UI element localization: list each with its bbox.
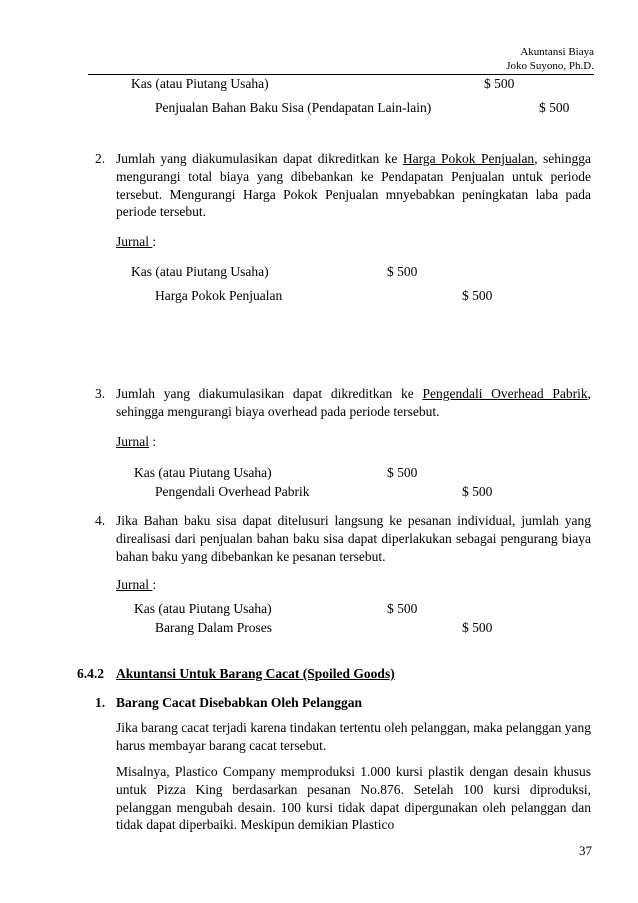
credit-account: Pengendali Overhead Pabrik [155, 484, 310, 499]
credit-amount: $ 500 [539, 100, 570, 115]
jurnal-colon: : [152, 234, 157, 249]
jurnal-label-text: Jurnal [116, 234, 153, 249]
header-title: Akuntansi Biaya [520, 46, 594, 58]
item-number: 2. [95, 151, 106, 166]
debit-account: Kas (atau Piutang Usaha) [134, 465, 272, 480]
section-title: Akuntansi Untuk Barang Cacat (Spoiled Goods) [116, 666, 395, 681]
item3-paragraph [116, 385, 591, 421]
credit-account: Harga Pokok Penjualan [155, 288, 283, 303]
item2-text-before: Jumlah yang diakumulasikan dapat dikreditkan ke [116, 151, 403, 166]
credit-amount: $ 500 [462, 620, 493, 635]
jurnal-colon: : [152, 577, 157, 592]
section-number: 6.4.2 [77, 666, 104, 681]
subsection-title: Barang Cacat Disebabkan Oleh Pelanggan [116, 695, 363, 710]
item3-account-link-2: Pabrik [552, 386, 588, 401]
running-header [506, 45, 594, 74]
item3-text-after: , sehingga mengurangi biaya overhead pada periode tersebut. [116, 386, 591, 419]
debit-amount: $ 500 [387, 465, 418, 480]
jurnal-label [116, 233, 156, 251]
item-number: 3. [95, 386, 106, 401]
debit-account: Kas (atau Piutang Usaha) [134, 601, 272, 616]
debit-amount: $ 500 [387, 601, 418, 616]
credit-amount: $ 500 [462, 288, 493, 303]
subsection-paragraph-1: Jika barang cacat terjadi karena tindakan tertentu oleh pelanggan, maka pelanggan yang harus membayar barang cacat tersebut. [116, 720, 591, 753]
header-author: Joko Suyono, Ph.D. [506, 60, 594, 73]
item4-paragraph: Jika Bahan baku sisa dapat ditelusuri langsung ke pesanan individual, jumlah yang direalisasi dari penjualan bahan baku sisa dapat diperlakukan sebagai pengurang biaya bahan baku yang dibebankan ke pesanan tersebut. [116, 513, 591, 564]
debit-account: Kas (atau Piutang Usaha) [131, 264, 269, 279]
debit-amount: $ 500 [387, 264, 418, 279]
item2-paragraph [116, 150, 591, 221]
item-number: 4. [95, 513, 106, 528]
item2-account-link: Harga Pokok Penjualan [402, 151, 535, 166]
item3-text-before: Jumlah yang diakumulasikan dapat dikreditkan ke [116, 386, 423, 401]
credit-account: Penjualan Bahan Baku Sisa (Pendapatan Lain-lain) [155, 100, 432, 115]
subsection-number: 1. [95, 695, 106, 710]
jurnal-label-text: Jurnal [116, 434, 149, 449]
debit-amount: $ 500 [484, 76, 515, 91]
debit-account: Kas (atau Piutang Usaha) [131, 76, 269, 91]
jurnal-label-text: Jurnal [116, 577, 153, 592]
item3-account-link-1: Pengendali Overhead [422, 386, 553, 401]
subsection-paragraph-2: Misalnya, Plastico Company memproduksi 1.000 kursi plastik dengan desain khusus untuk Pizza King berdasarkan pesanan No.876. Setelah 100 kursi diproduksi, pelanggan mengubah desain. 100 kursi tidak dapat dipergunakan oleh pelanggan dan tidak dapat diperbaiki. Meskipun demikian Plastico [116, 764, 591, 833]
credit-account: Barang Dalam Proses [155, 620, 272, 635]
jurnal-colon: : [149, 434, 157, 449]
item2-text-after: , sehingga mengurangi total biaya yang dibebankan ke Pendapatan Penjualan untuk periode tersebut. Mengurangi Harga Pokok Penjualan mnyebabkan peningkatan laba pada periode tersebut. [116, 151, 591, 220]
jurnal-label [116, 576, 156, 594]
jurnal-label [116, 433, 156, 451]
page-number: 37 [579, 843, 592, 858]
credit-amount: $ 500 [462, 484, 493, 499]
